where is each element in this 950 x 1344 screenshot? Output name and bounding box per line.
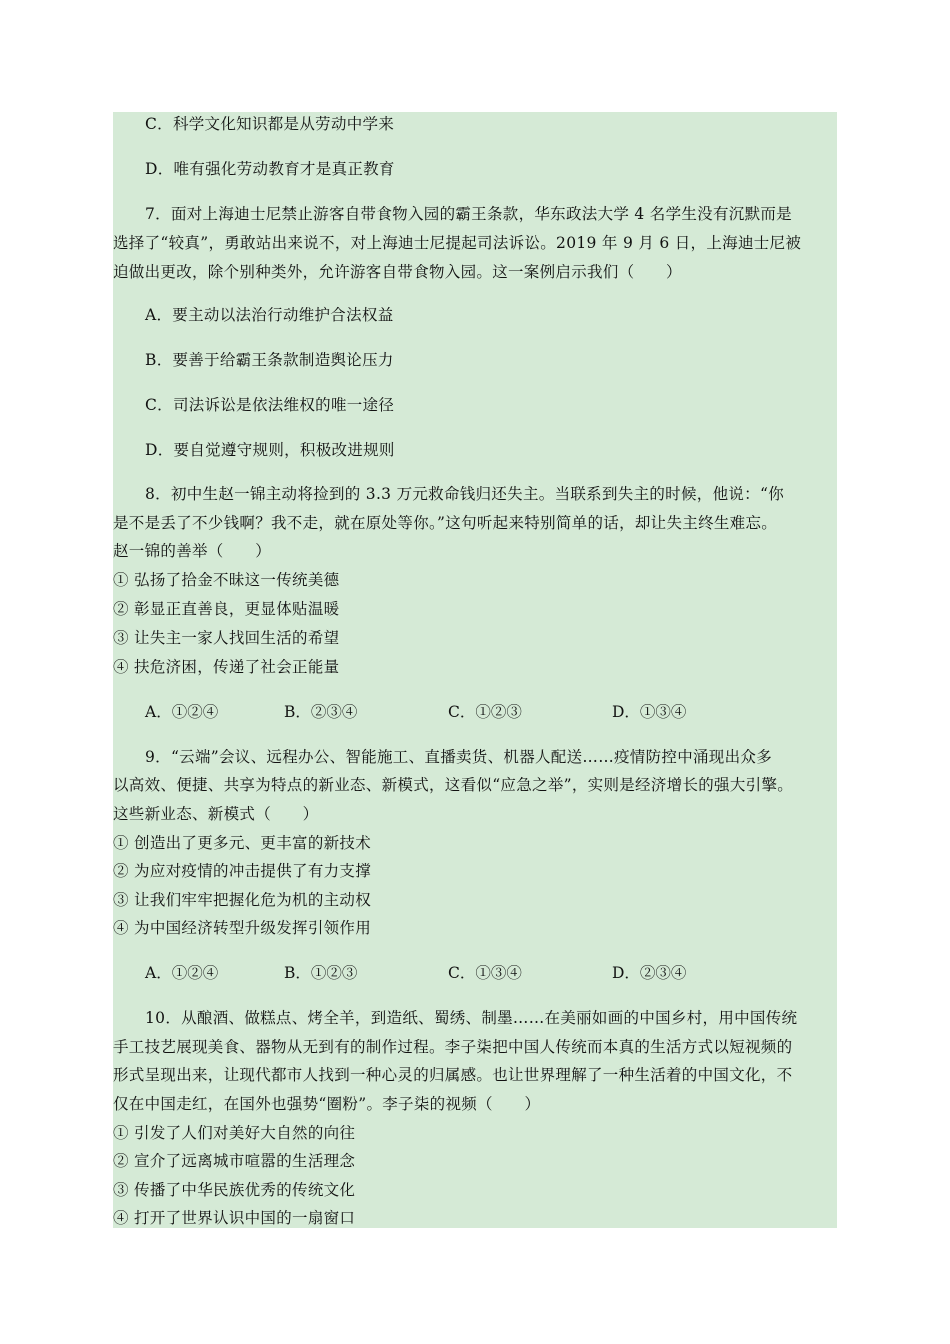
q10-item-1: ① 引发了人们对美好大自然的向往 [113,1124,356,1142]
q9-stem-line-2: 以高效、便捷、共享为特点的新业态、新模式，这看似“应急之举”，实则是经济增长的强大引擎。 [113,776,794,794]
q8-stem-line-3: 赵一锦的善举（ ） [113,542,272,560]
q9-item-3: ③ 让我们牢牢把握化危为机的主动权 [113,891,372,909]
q7-stem-line-3: 迫做出更改，除个别种类外，允许游客自带食物入园。这一案例启示我们（ ） [113,263,682,281]
q10-stem-line-1: 10．从酿酒、做糕点、烤全羊，到造纸、蜀绣、制墨……在美丽如画的中国乡村，用中国传统 [145,1009,798,1027]
q8-choice-a: A．①②④ [145,703,219,721]
q8-item-1: ① 弘扬了拾金不昧这一传统美德 [113,571,340,589]
q10-item-3: ③ 传播了中华民族优秀的传统文化 [113,1181,356,1199]
q8-stem-line-2: 是不是丢了不少钱啊？我不走，就在原处等你。”这句听起来特别简单的话，却让失主终生难忘。 [113,514,778,532]
q8-item-2: ② 彰显正直善良，更显体贴温暖 [113,600,340,618]
q9-choice-c: C．①③④ [448,964,522,982]
q9-item-2: ② 为应对疫情的冲击提供了有力支撑 [113,862,372,880]
q9-stem-line-1: 9．“云端”会议、远程办公、智能施工、直播卖货、机器人配送……疫情防控中涌现出众多 [145,748,773,766]
q8-choice-c: C．①②③ [448,703,522,721]
q8-choice-d: D．①③④ [612,703,687,721]
q7-stem-line-1: 7．面对上海迪士尼禁止游客自带食物入园的霸王条款，华东政法大学 4 名学生没有沉默而是 [145,205,792,223]
q9-item-1: ① 创造出了更多元、更丰富的新技术 [113,834,372,852]
q10-stem-line-2: 手工技艺展现美食、器物从无到有的制作过程。李子柒把中国人传统而本真的生活方式以短视频的 [113,1038,793,1056]
q7-stem-line-2: 选择了“较真”，勇敢站出来说不，对上海迪士尼提起司法诉讼。2019 年 9 月 6 日，上海迪士尼被 [113,234,802,252]
q7-option-b: B．要善于给霸王条款制造舆论压力 [145,351,394,369]
q9-item-4: ④ 为中国经济转型升级发挥引领作用 [113,919,372,937]
q10-item-2: ② 宣介了远离城市喧嚣的生活理念 [113,1152,356,1170]
q10-item-4: ④ 打开了世界认识中国的一扇窗口 [113,1209,356,1227]
q6-option-c: C．科学文化知识都是从劳动中学来 [145,115,395,133]
q8-stem-line-1: 8．初中生赵一锦主动将捡到的 3.3 万元救命钱归还失主。当联系到失主的时候，他说：“你 [145,485,784,503]
q6-option-d: D．唯有强化劳动教育才是真正教育 [145,160,395,178]
q7-option-d: D．要自觉遵守规则，积极改进规则 [145,441,395,459]
q8-item-3: ③ 让失主一家人找回生活的希望 [113,629,340,647]
q7-option-c: C．司法诉讼是依法维权的唯一途径 [145,396,395,414]
q8-choice-b: B．②③④ [284,703,358,721]
q9-choice-a: A．①②④ [145,964,219,982]
q9-choice-d: D．②③④ [612,964,687,982]
q10-stem-line-3: 形式呈现出来，让现代都市人找到一种心灵的归属感。也让世界理解了一种生活着的中国文化，不 [113,1066,793,1084]
q8-item-4: ④ 扶危济困，传递了社会正能量 [113,658,340,676]
q9-choice-b: B．①②③ [284,964,358,982]
q7-option-a: A．要主动以法治行动维护合法权益 [145,306,394,324]
q9-stem-line-3: 这些新业态、新模式（ ） [113,805,319,823]
q10-stem-line-4: 仅在中国走红，在国外也强势“圈粉”。李子柒的视频（ ） [113,1095,541,1113]
